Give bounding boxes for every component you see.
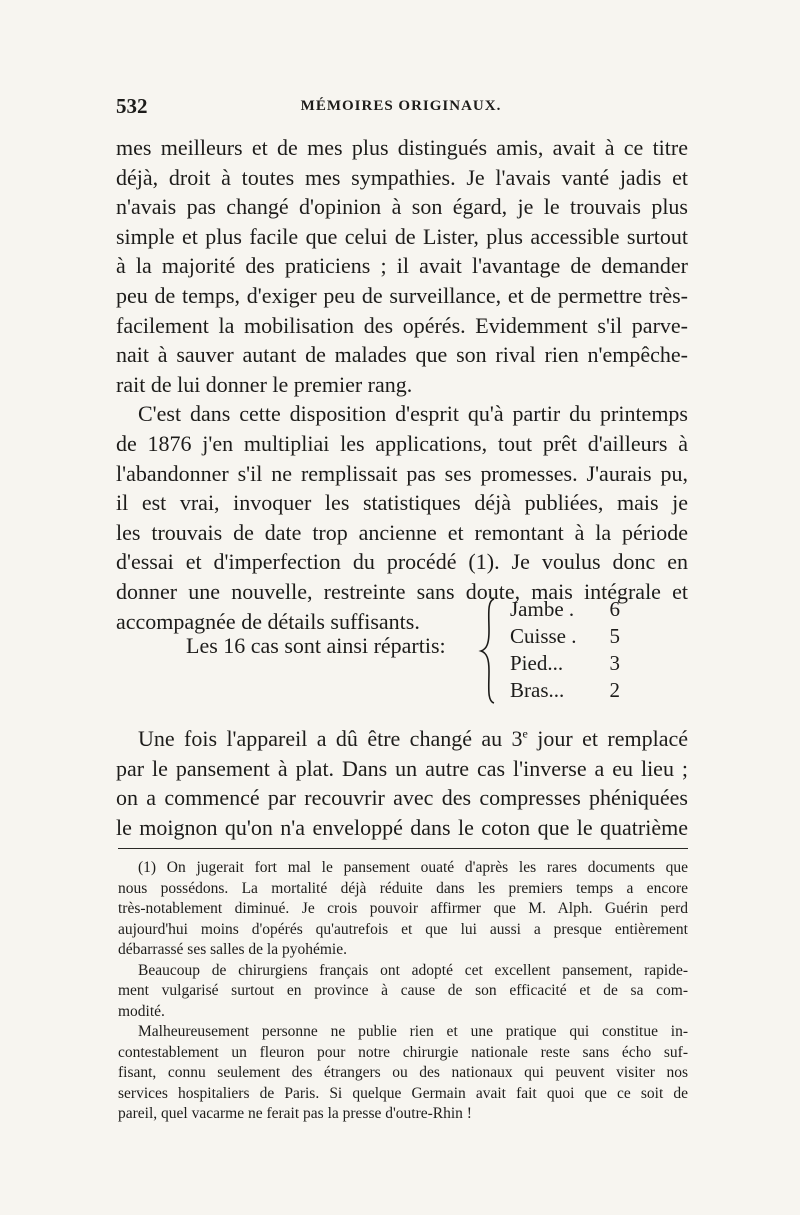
text-line: les trouvais de date trop ancienne et remontant à la période [116,519,688,545]
footnote-rule [118,848,688,849]
footnote-line: Malheureusement personne ne publie rien et une pratique qui constitue in- [138,1023,688,1040]
text-line: le moignon qu'on n'a enveloppé dans le coton que le quatrième [116,814,688,840]
footnote-line: nous possédons. La mortalité déjà réduite dans les premiers temps a encore [118,879,688,897]
text-line: C'est dans cette disposition d'esprit qu'à partir du printemps [138,401,688,427]
distribution-row [510,678,620,706]
main-text [116,133,688,636]
case-count: 5 [609,624,620,648]
text-line: simple et plus facile que celui de Lister, plus accessible surtout [116,223,688,249]
footnote-line: fisant, connu seulement des étrangers ou des nationaux qui peuvent visiter nos [118,1064,688,1081]
text-line [116,724,688,754]
case-count: 6 [609,597,620,621]
case-count: 3 [609,651,620,675]
footnote-line: aujourd'hui moins d'opérés qu'autrefois et que lui aussi a presque entièrement [118,920,688,938]
distribution-row [510,597,620,625]
distribution-row [510,651,620,679]
body-part: Bras... [510,678,565,702]
text-line: mes meilleurs et de mes plus distingués amis, avait à ce titre [116,135,688,160]
text-line: l'abandonner s'il ne remplissait pas ses promesses. J'aurais pu, [116,460,688,486]
case-count: 2 [609,678,620,702]
curly-brace-icon [478,595,500,707]
page-header [116,94,686,124]
distribution-label: Les 16 cas sont ainsi répartis: [186,633,446,658]
footnote-line: débarrassé ses salles de la pyohémie. [118,941,347,958]
page-number: 532 [116,94,148,118]
text-line: donner une nouvelle, restreinte sans doute, mais intégrale et [116,578,688,604]
case-distribution [186,595,626,707]
text-line: on a commencé par recouvrir avec des compresses phéniquées [116,785,688,811]
footnote-line: très-notablement diminué. Je crois pouvoir affirmer que M. Alph. Guérin perd [118,900,688,917]
body-part: Jambe . [510,597,575,621]
text-line: déjà, droit à toutes mes sympathies. Je l'avais vanté jadis et [116,164,688,190]
text-line: par le pansement à plat. Dans un autre cas l'inverse a eu lieu ; [116,755,688,781]
footnote-line: ment vulgarisé surtout en province à cause de son efficacité et de sa com- [118,982,688,999]
body-part: Cuisse . [510,624,577,648]
footnote-line: contestablement un fleuron pour notre chirurgie nationale reste sans écho suf- [118,1043,688,1061]
superscript: e [522,726,528,741]
text-fragment: Une fois l'appareil a dû être changé au 3 [138,726,523,751]
footnotes [118,858,688,1125]
text-line: n'avais pas changé d'opinion à son égard, je le trouvais plus [116,194,688,220]
text-line: il est vrai, invoquer les statistiques déjà publiées, mais je [116,490,688,516]
running-head: MÉMOIRES ORIGINAUX. [300,98,502,114]
footnote-line: (1) On jugerait fort mal le pansement ouaté d'après les rares documents que [138,859,688,876]
body-part: Pied... [510,651,564,675]
text-line: rait de lui donner le premier rang. [116,371,413,397]
footnote-line: pareil, quel vacarme ne ferait pas la presse d'outre-Rhin ! [118,1105,472,1122]
text-line: nait à sauver autant de malades que son rival rien n'empêche- [116,342,688,368]
text-line: facilement la mobilisation des opérés. Evidemment s'il parve- [116,312,688,338]
text-line: d'essai et d'imperfection du procédé (1). Je voulus donc en [116,549,688,575]
distribution-row [510,624,620,652]
text-fragment: jour et remplacé [527,726,688,751]
footnote-line: modité. [118,1002,165,1020]
footnote-line: services hospitaliers de Paris. Si quelque Germain avait fait quoi que ce soit de [118,1084,688,1102]
footnote-line: Beaucoup de chirurgiens français ont adopté cet excellent pansement, rapide- [138,961,688,979]
text-line: à la majorité des praticiens ; il avait l'avantage de demander [116,253,688,279]
text-line: accompagnée de détails suffisants. [116,608,420,634]
main-text-continued [116,724,688,842]
text-line: de 1876 j'en multipliai les applications, tout prêt d'ailleurs à [116,430,688,456]
text-line: peu de temps, d'exiger peu de surveillance, et de permettre très- [116,282,688,308]
